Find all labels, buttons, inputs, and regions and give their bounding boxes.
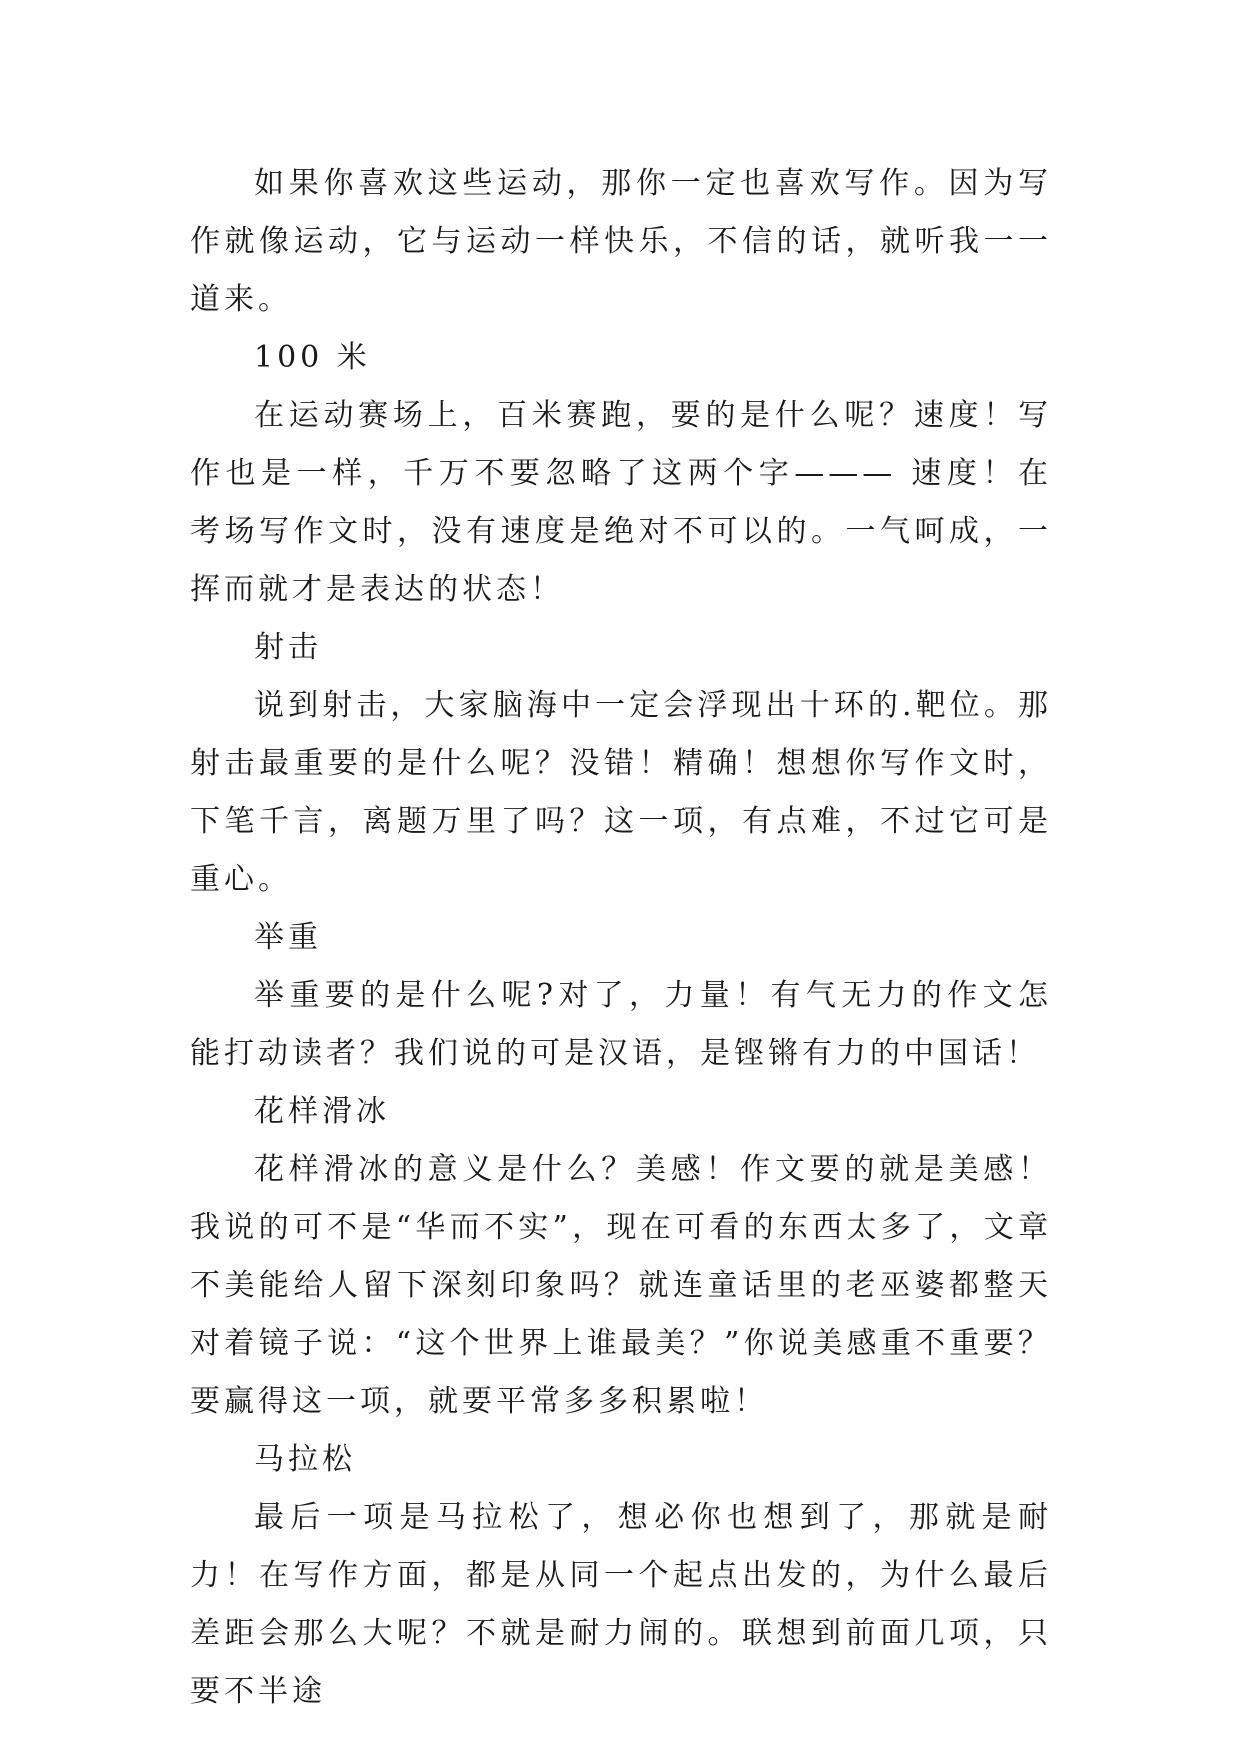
paragraph-intro: 如果你喜欢这些运动，那你一定也喜欢写作。因为写作就像运动，它与运动一样快乐，不信的话，就听我一一道来。 [190,166,1052,317]
document-body [190,155,1052,1721]
paragraph-figure-skating: 花样滑冰的意义是什么？美感！作文要的就是美感！我说的可不是“华而不实”，现在可看的东西太多了，文章不美能给人留下深刻印象吗？就连童话里的老巫婆都整天对着镜子说：“这个世界上谁最美？”你说美感重不重要？要赢得这一项，就要平常多多积累啦！ [190,1152,1052,1419]
paragraph-100m: 在运动赛场上，百米赛跑，要的是什么呢？速度！写作也是一样，千万不要忽略了这两个字——— 速度！在考场写作文时，没有速度是绝对不可以的。一气呵成，一挥而就才是表达的状态！ [190,398,1052,607]
heading-figure-skating: 花样滑冰 [254,1094,390,1129]
heading-marathon: 马拉松 [254,1442,356,1477]
heading-100m: 100 米 [254,340,371,375]
paragraph-marathon: 最后一项是马拉松了，想必你也想到了，那就是耐力！在写作方面，都是从同一个起点出发的，为什么最后差距会那么大呢？不就是耐力闹的。联想到前面几项，只要不半途 [190,1500,1052,1709]
paragraph-weightlifting: 举重要的是什么呢?对了，力量！有气无力的作文怎能打动读者？我们说的可是汉语，是铿锵有力的中国话！ [190,978,1052,1071]
heading-shooting: 射击 [254,630,322,665]
heading-weightlifting: 举重 [254,920,322,955]
paragraph-shooting: 说到射击，大家脑海中一定会浮现出十环的.靶位。那射击最重要的是什么呢？没错！精确！想想你写作文时，下笔千言，离题万里了吗？这一项，有点难，不过它可是重心。 [190,688,1052,897]
